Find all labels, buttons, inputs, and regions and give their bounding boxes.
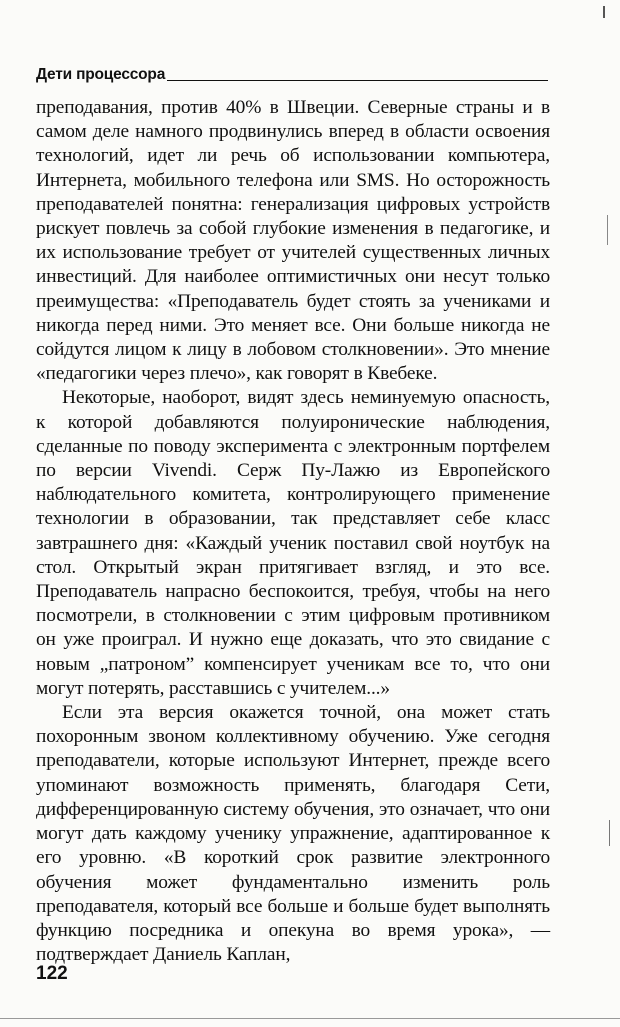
paragraph-3: Если эта версия окажется точной, она может стать похоронным звоном коллективному обучению. Уже сегодня преподаватели, которые используют Интернет, прежде всего упоминают возможность применять, благодаря Сети, дифференцированную систему обучения, это означает, что они могут дать каждому ученику упражнение, адаптированное к его уровню. «В короткий срок развитие электронного обучения может фундаментально изменить роль преподавателя, который все больше и больше будет выполнять функцию посредника и опекуна во время урока», — подтверждает Даниель Каплан, xyxy=(36,702,550,966)
header-rule xyxy=(167,80,548,81)
scan-artifact-bottom-edge xyxy=(0,1018,620,1019)
scan-artifact-right-margin-2 xyxy=(609,820,610,846)
paragraph-2: Некоторые, наоборот, видят здесь неминуемую опасность, к которой добавляются полуиронические наблюдения, сделанные по поводу эксперимента с электронным портфелем по версии Vivendi. Серж Пу-Лажю из Европейского наблюдательного комитета, контролирующего применение технологии в образовании, так представляет себе класс завтрашнего дня: «Каждый ученик поставил свой ноутбук на стол. Открытый экран притягивает взгляд, и это все. Преподаватель напрасно беспокоится, требуя, чтобы на него посмотрели, в столкновении с этим цифровым противником он уже проиграл. И нужно еще доказать, что это свидание с новым „патроном” компенсирует ученикам все то, что они могут потерять, расставшись с учителем...» xyxy=(36,387,550,699)
body-text xyxy=(36,96,550,967)
page-number: 122 xyxy=(36,963,68,984)
running-header xyxy=(36,62,548,84)
scan-artifact-top-right xyxy=(603,6,605,18)
scan-artifact-right-margin xyxy=(607,215,608,245)
paragraph-1: преподавания, против 40% в Швеции. Северные страны и в самом деле намного продвинулись вперед в области освоения технологий, идет ли речь об использовании компьютера, Интернета, мобильного телефона или SMS. Но осторожность преподавателей понятна: генерализация цифровых устройств рискует повлечь за собой глубокие изменения в педагогике, и их использование требует от учителей существенных личных инвестиций. Для наиболее оптимистичных они несут только преимущества: «Преподаватель будет стоять за учениками и никогда перед ними. Это меняет все. Они больше никогда не сойдутся лицом к лицу в лобовом столкновении». Это мнение «педагогики через плечо», как говорят в Квебеке. xyxy=(36,97,550,385)
running-title: Дети процессора xyxy=(36,66,166,83)
